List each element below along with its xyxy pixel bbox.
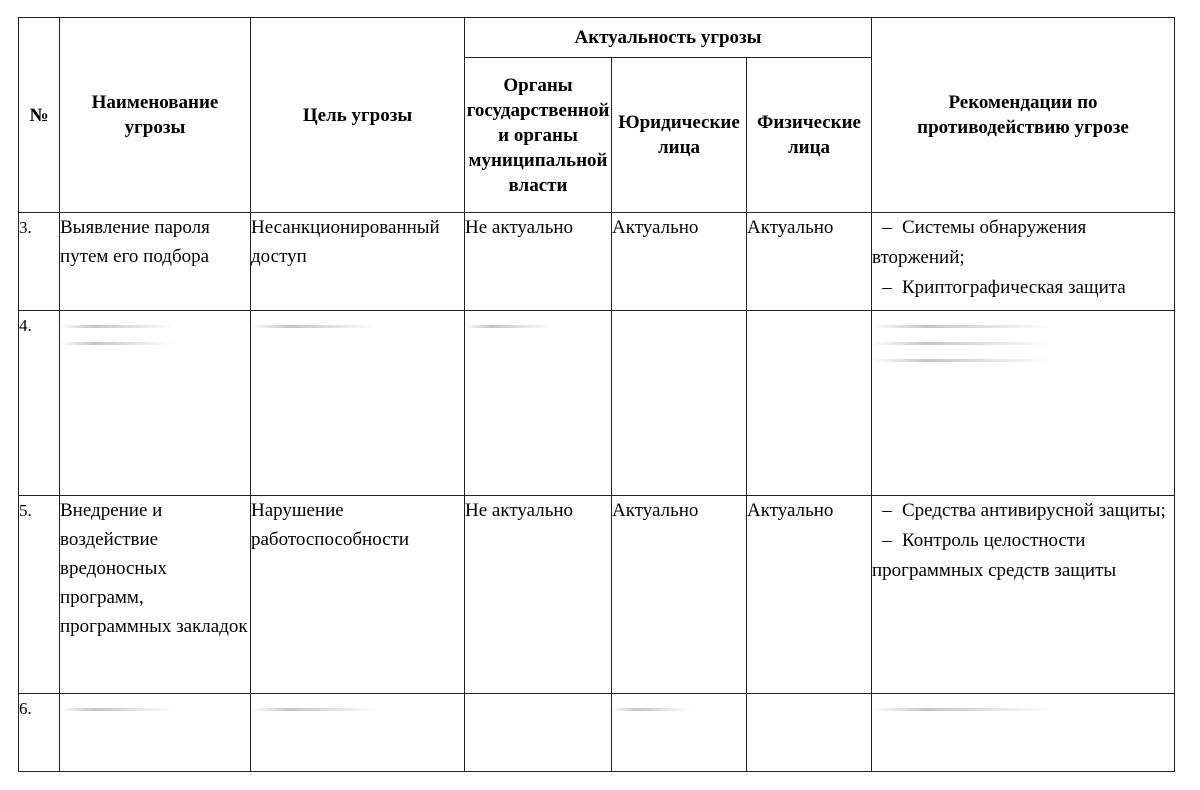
threat-name-cell: Внедрение и воздействие вредоносных программ, программных закладок [60, 496, 251, 694]
header-threat-name: Наименование угрозы [60, 18, 251, 213]
gov-relevance-cell-obscured [465, 694, 612, 772]
recommendation-item [872, 526, 1174, 586]
recommendation-text: Средства антивирусной защиты; [902, 500, 1166, 521]
table-row [19, 213, 1175, 311]
header-num: № [19, 18, 60, 213]
table-row [19, 496, 1175, 694]
dash-bullet: – [882, 277, 892, 298]
header-gov-authorities: Органы государственной и органы муниципальной власти [465, 58, 612, 213]
obscured-text [872, 359, 1053, 362]
threat-goal-cell: Нарушение работоспособности [251, 496, 465, 694]
recommendation-item [872, 213, 1174, 273]
header-row-top [19, 18, 1175, 58]
table-row [19, 694, 1175, 772]
recommendation-item [872, 496, 1174, 526]
obscured-text [872, 325, 1053, 328]
table-row [19, 311, 1175, 496]
dash-bullet: – [882, 500, 892, 521]
threat-name-cell: Выявление пароля путем его подбора [60, 213, 251, 311]
recommendation-text: Криптографическая защита [902, 277, 1126, 298]
obscured-text [251, 325, 379, 328]
legal-relevance-cell-obscured [612, 694, 747, 772]
recommendation-text: Контроль целостности программных средств защиты [872, 530, 1117, 581]
row-number: 5. [19, 496, 60, 694]
physical-relevance-cell: Актуально [747, 496, 872, 694]
row-number: 6. [19, 694, 60, 772]
obscured-text [60, 325, 174, 328]
legal-relevance-cell-obscured [612, 311, 747, 496]
obscured-text [251, 708, 379, 711]
threat-goal-cell-obscured [251, 311, 465, 496]
legal-relevance-cell: Актуально [612, 213, 747, 311]
obscured-text [872, 342, 1053, 345]
physical-relevance-cell: Актуально [747, 213, 872, 311]
recommendation-text: Системы обнаружения вторжений; [872, 217, 1087, 268]
recommendation-item [872, 273, 1174, 303]
recommendations-cell-obscured [872, 311, 1175, 496]
threat-name-cell-obscured [60, 311, 251, 496]
physical-relevance-cell-obscured [747, 694, 872, 772]
threat-goal-cell-obscured [251, 694, 465, 772]
threat-goal-cell: Несанкционированный доступ [251, 213, 465, 311]
obscured-text [60, 342, 174, 345]
gov-relevance-cell: Не актуально [465, 213, 612, 311]
gov-relevance-cell-obscured [465, 311, 612, 496]
obscured-text [465, 325, 553, 328]
physical-relevance-cell-obscured [747, 311, 872, 496]
recommendations-cell [872, 213, 1175, 311]
dash-bullet: – [882, 530, 892, 551]
dash-bullet: – [882, 217, 892, 238]
gov-relevance-cell: Не актуально [465, 496, 612, 694]
header-threat-goal: Цель угрозы [251, 18, 465, 213]
recommendations-cell-obscured [872, 694, 1175, 772]
header-legal-entities: Юридические лица [612, 58, 747, 213]
obscured-text [60, 708, 174, 711]
header-physical-persons: Физические лица [747, 58, 872, 213]
threat-table [18, 17, 1175, 772]
threat-name-cell-obscured [60, 694, 251, 772]
obscured-text [612, 708, 692, 711]
obscured-text [872, 708, 1053, 711]
header-recommendations: Рекомендации по противодействию угрозе [872, 18, 1175, 213]
header-relevance-group: Актуальность угрозы [465, 18, 872, 58]
row-number: 3. [19, 213, 60, 311]
row-number: 4. [19, 311, 60, 496]
recommendations-cell [872, 496, 1175, 694]
legal-relevance-cell: Актуально [612, 496, 747, 694]
